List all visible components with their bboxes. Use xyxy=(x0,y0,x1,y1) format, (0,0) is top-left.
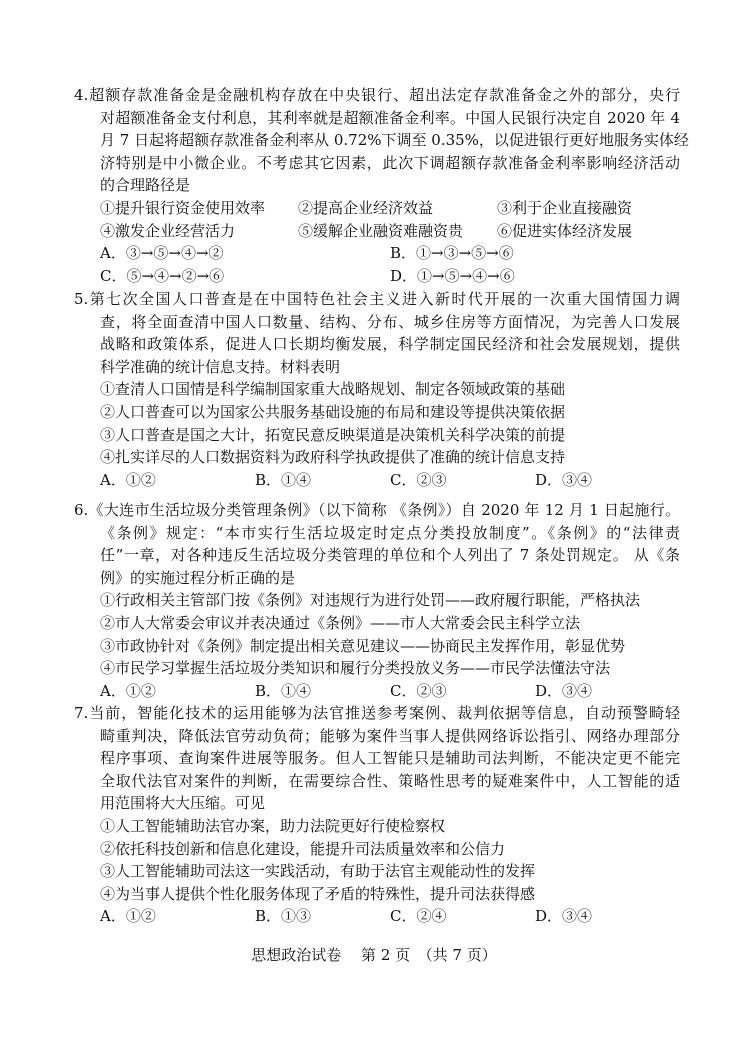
question-5 xyxy=(74,288,680,491)
question-4-items-row xyxy=(80,220,680,243)
question-4-options-row xyxy=(80,242,680,265)
question-7-option-d: D．③④ xyxy=(535,907,593,926)
page-footer: 思想政治试卷 第 2 页 （共 7 页） xyxy=(251,946,497,964)
question-4-item: ⑤缓解企业融资难融资贵 xyxy=(298,221,464,240)
question-5-item: ①查清人口国情是科学编制国家重大战略规划、制定各领域政策的基础 xyxy=(100,380,566,399)
question-7 xyxy=(74,702,680,928)
question-4-option-a: A．③→⑤→④→② xyxy=(100,244,224,263)
question-4-stem-line: 对超额准备金支付利息，其利率就是超额准备金利率。中国人民银行决定自 2020 年 4 xyxy=(100,108,680,127)
question-5-item: ②人口普查可以为国家公共服务基础设施的布局和建设等提供决策依据 xyxy=(100,402,566,421)
question-5-option-a: A．①② xyxy=(100,470,156,489)
question-7-stem-line: 7.当前，智能化技术的运用能够为法官推送参考案例、裁判依据等信息，自动预警畸轻 xyxy=(74,704,680,722)
question-5-stem-line: 战略和政策体系，促进人口长期均衡发展，科学制定国民经济和社会发展规划，提供 xyxy=(100,335,680,354)
question-6 xyxy=(74,499,680,702)
question-4-stem-line: 济特别是中小微企业。不考虑其它因素，此次下调超额存款准备金利率影响经济活动 xyxy=(100,153,680,172)
question-4 xyxy=(74,84,689,287)
question-4-option-b: B．①→③→⑤→⑥ xyxy=(390,244,514,263)
question-6-stem-line: 6.《大连市生活垃圾分类管理条例》（以下简称 《条例》）自 2020 年 12 月 1 日起施行。 xyxy=(74,501,680,519)
question-4-item: ①提升银行资金使用效率 xyxy=(100,198,266,217)
question-7-item: ③人工智能辅助司法这一实践活动，有助于法官主观能动性的发挥 xyxy=(100,862,536,881)
question-7-option-a: A．①② xyxy=(100,907,156,926)
question-6-item: ②市人大常委会审议并表决通过《条例》——市人大常委会民主科学立法 xyxy=(100,613,581,632)
question-6-stem-line: 《条例》规定：“本市实行生活垃圾定时定点分类投放制度”。《条例》的“法律责 xyxy=(100,523,680,542)
question-7-stem-line: 畸重判决，降低法官劳动负荷；能够为案件当事人提供网络诉讼指引、网络办理部分 xyxy=(100,726,680,745)
question-5-item: ④扎实详尽的人口数据资料为政府科学执政提供了准确的统计信息支持 xyxy=(100,448,566,467)
question-4-option-c: C．⑤→④→②→⑥ xyxy=(100,266,225,285)
question-6-stem-line: 例》的实施过程分析正确的是 xyxy=(100,568,296,587)
question-7-item: ④为当事人提供个性化服务体现了矛盾的特殊性，提升司法获得感 xyxy=(100,884,536,903)
question-6-item: ①行政相关主管部门按《条例》对违规行为进行处罚——政府履行职能，严格执法 xyxy=(100,591,641,610)
question-5-stem-line: 查，将全面查清中国人口数量、结构、分布、城乡住房等方面情况，为完善人口发展 xyxy=(100,312,680,331)
question-4-item: ③利于企业直接融资 xyxy=(497,198,633,217)
question-7-item: ②依托科技创新和信息化建设，能提升司法质量效率和公信力 xyxy=(100,839,506,858)
question-7-stem-line: 全取代法官对案件的判断，在需要综合性、策略性思考的疑难案件中，人工智能的适 xyxy=(100,771,680,790)
question-7-stem-line: 用范围将大大压缩。可见 xyxy=(100,794,266,813)
question-5-option-c: C．②③ xyxy=(390,470,447,489)
question-7-option-b: B．①③ xyxy=(255,907,312,926)
question-6-option-d: D．③④ xyxy=(535,681,593,700)
question-6-stem-line: 任”一章，对各种违反生活垃圾分类管理的单位和个人列出了 7 条处罚规定。 从《条 xyxy=(100,546,680,565)
question-4-item: ②提高企业经济效益 xyxy=(298,198,434,217)
question-4-stem-line: 的合理路径是 xyxy=(100,176,191,195)
question-4-item: ⑥促进实体经济发展 xyxy=(497,221,633,240)
question-4-option-d: D．①→⑤→④→⑥ xyxy=(390,266,515,285)
question-4-items-row xyxy=(80,197,680,220)
question-5-option-d: D．③④ xyxy=(535,470,593,489)
question-5-option-b: B．①④ xyxy=(255,470,312,489)
question-7-stem-line: 程序事项、查询案件进展等服务。但人工智能只是辅助司法判断，不能决定更不能完 xyxy=(100,749,680,768)
question-6-item: ④市民学习掌握生活垃圾分类知识和履行分类投放义务——市民学法懂法守法 xyxy=(100,659,611,678)
question-7-option-c: C．②④ xyxy=(390,907,447,926)
question-6-item: ③市政协针对《条例》制定提出相关意见建议——协商民主发挥作用，彰显优势 xyxy=(100,636,626,655)
question-6-option-b: B．①④ xyxy=(255,681,312,700)
question-7-options-row xyxy=(80,905,680,928)
question-4-stem-line: 4.超额存款准备金是金融机构存放在中央银行、超出法定存款准备金之外的部分，央行 xyxy=(74,86,680,104)
question-6-option-a: A．①② xyxy=(100,681,156,700)
question-4-stem-line: 月 7 日起将超额存款准备金利率从 0.72%下调至 0.35%，以促进银行更好地服务实体经 xyxy=(100,131,689,150)
question-6-option-c: C．②③ xyxy=(390,681,447,700)
question-5-item: ③人口普查是国之大计，拓宽民意反映渠道是决策机关科学决策的前提 xyxy=(100,425,566,444)
question-4-options-row xyxy=(80,265,680,288)
question-6-options-row xyxy=(80,680,680,703)
question-5-stem-line: 5.第七次全国人口普查是在中国特色社会主义进入新时代开展的一次重大国情国力调 xyxy=(74,290,680,308)
question-7-item: ①人工智能辅助法官办案，助力法院更好行使检察权 xyxy=(100,816,446,835)
question-4-item: ④激发企业经营活力 xyxy=(100,221,236,240)
question-5-options-row xyxy=(80,469,680,492)
question-5-stem-line: 科学准确的统计信息支持。材料表明 xyxy=(100,357,341,376)
